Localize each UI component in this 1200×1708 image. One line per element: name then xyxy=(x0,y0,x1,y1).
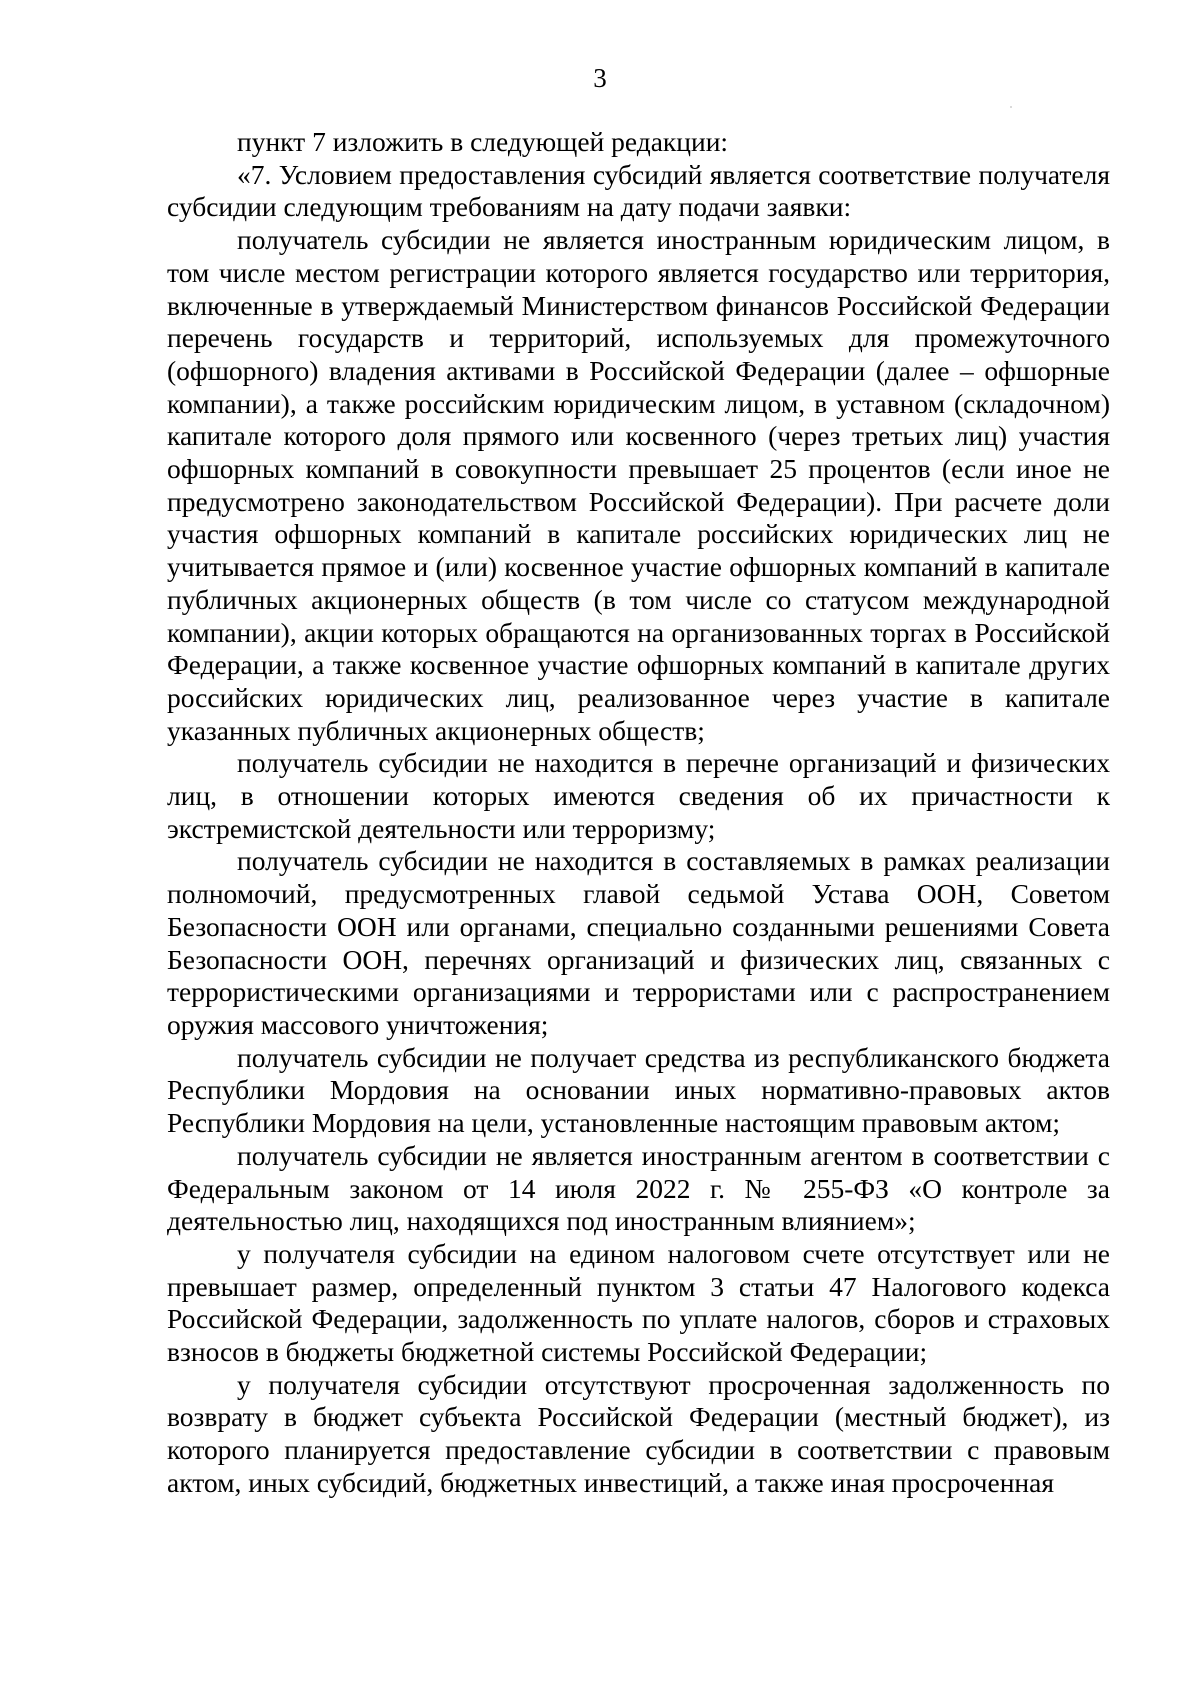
paragraph-un-list-requirement: получатель субсидии не находится в составляемых в рамках реализации полномочий, предусмотренных главой седьмой Устава ООН, Советом Безопасности ООН или органами, специально созданными решениями Совета Безопасности ООН, перечнях организаций и физических лиц, связанных с террористическими организациями и террористами или с распространением оружия массового уничтожения; xyxy=(167,845,1110,1040)
paragraph-tax-debt-requirement: у получателя субсидии на едином налоговом счете отсутствует или не превышает размер, определенный пунктом 3 статьи 47 Налогового кодекса Российской Федерации, задолженность по уплате налогов, сборов и страховых взносов в бюджеты бюджетной системы Российской Федерации; xyxy=(167,1237,1110,1368)
page-number: 3 xyxy=(593,63,607,93)
paragraph-overdue-debt-requirement: у получателя субсидии отсутствуют просроченная задолженность по возврату в бюджет субъекта Российской Федерации (местный бюджет), из которого планируется предоставление субсидии в соответствии с правовым актом, иных субсидий, бюджетных инвестиций, а также иная просроченная xyxy=(167,1368,1110,1498)
paragraph-foreign-agent-requirement: получатель субсидии не является иностранным агентом в соответствии с Федеральным законом от 14 июля 2022 г. № 255-ФЗ «О контроле за деятельностью лиц, находящихся под иностранным влиянием»; xyxy=(167,1139,1110,1237)
paragraph-budget-funds-requirement: получатель субсидии не получает средства из республиканского бюджета Республики Мордовия на основании иных нормативно-правовых актов Республики Мордовия на цели, установленные настоящим правовым актом; xyxy=(167,1041,1110,1139)
paragraph-intro: пункт 7 изложить в следующей редакции: xyxy=(237,126,729,157)
document-body xyxy=(167,126,1110,1500)
paragraph-offshore-requirement: получатель субсидии не является иностранным юридическим лицом, в том числе местом регистрации которого является государство или территория, включенные в утверждаемый Министерством финансов Российской Федерации перечень государств и территорий, используемых для промежуточного (офшорного) владения активами в Российской Федерации (далее – офшорные компании), а также российским юридическим лицом, в уставном (складочном) капитале которого доля прямого или косвенного (через третьих лиц) участия офшорных компаний в совокупности превышает 25 процентов (если иное не предусмотрено законодательством Российской Федерации). При расчете доли участия офшорных компаний в капитале российских юридических лиц не учитывается прямое и (или) косвенное участие офшорных компаний в капитале публичных акционерных обществ (в том числе со статусом международной компании), акции которых обращаются на организованных торгах в Российской Федерации, а также косвенное участие офшорных компаний в капитале других российских юридических лиц, реализованное через участие в капитале указанных публичных акционерных обществ; xyxy=(167,224,1110,746)
paragraph-extremism-requirement: получатель субсидии не находится в перечне организаций и физических лиц, в отношении которых имеются сведения об их причастности к экстремистской деятельности или терроризму; xyxy=(167,747,1110,844)
paragraph-clause-7: «7. Условием предоставления субсидий является соответствие получателя субсидии следующим требованиям на дату подачи заявки: xyxy=(167,158,1110,223)
scan-speck xyxy=(1010,106,1012,108)
